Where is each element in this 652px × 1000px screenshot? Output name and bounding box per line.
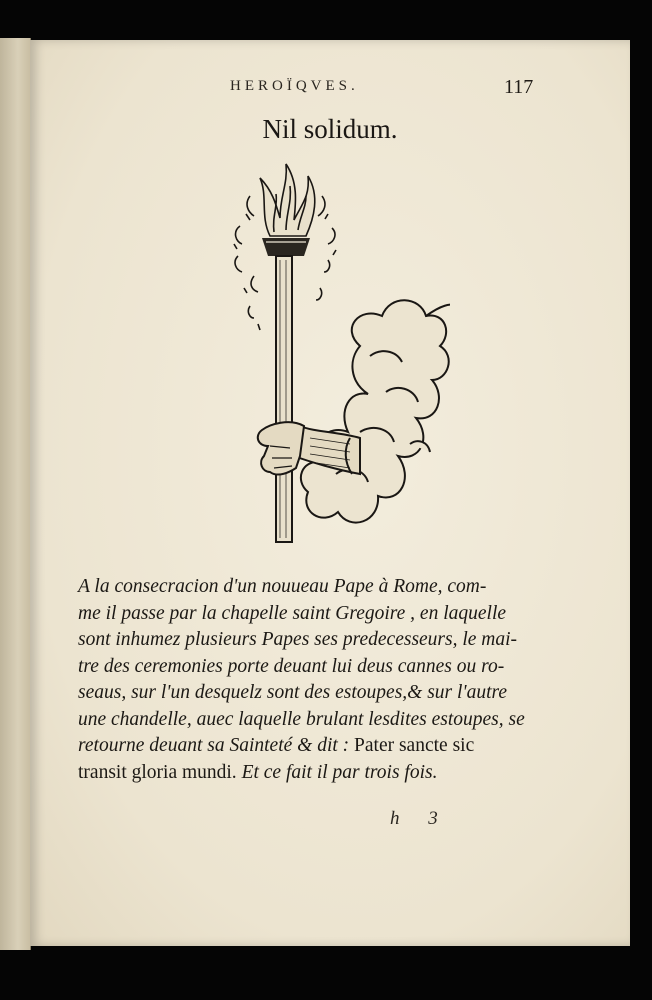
text-line-5: seaus, sur l'un desquelz sont des estoupes,& sur l'autre (78, 682, 508, 703)
text-line-8 (78, 760, 578, 787)
running-head: HEROÏQVES. (230, 78, 359, 94)
emblem-woodcut-illustration (210, 156, 450, 556)
closing-phrase: Et ce fait il par trois fois. (241, 761, 438, 783)
text-line-7 (78, 733, 578, 760)
text-line-2: me il passe par la chapelle saint Gregoire , en laquelle (78, 602, 507, 624)
text-line-6: une chandelle, auec laquelle brulant lesdites estoupes, se (78, 708, 525, 730)
text-line-1: A la consecracion d'un nouueau Pape à Rome, com- (78, 576, 487, 597)
page-number: 117 (504, 76, 534, 98)
latin-phrase-2: transit gloria mundi. (78, 761, 237, 783)
book-page (30, 40, 630, 946)
facing-page-edge (0, 38, 31, 950)
signature-mark: h 3 (390, 808, 450, 829)
text-line-7-italic: retourne deuant sa Sainteté & dit : (78, 735, 350, 756)
latin-phrase-1: Pater sancte sic (354, 735, 475, 756)
emblem-commentary-text (78, 574, 578, 786)
text-line-3: sont inhumez plusieurs Papes ses predecesseurs, le mai- (78, 629, 518, 650)
text-line-4: tre des ceremonies porte deuant lui deus cannes ou ro- (78, 655, 505, 677)
emblem-motto: Nil solidum. (262, 114, 398, 144)
